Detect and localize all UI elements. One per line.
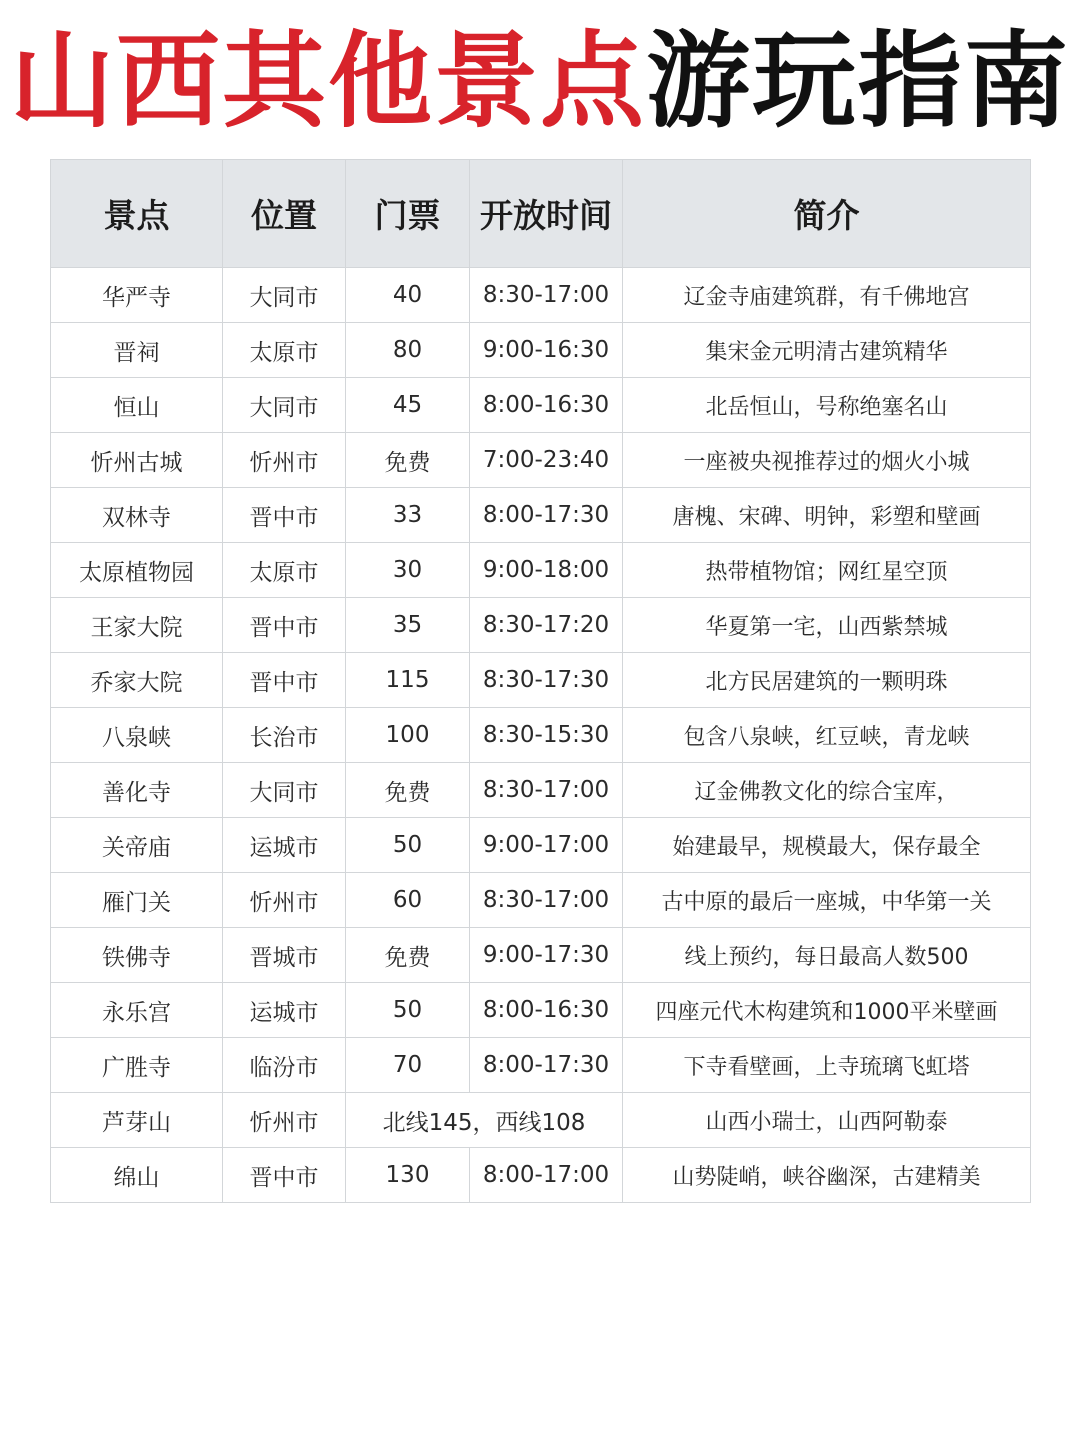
table-row bbox=[51, 323, 1031, 378]
cell-ticket: 60 bbox=[346, 873, 470, 928]
cell-location: 大同市 bbox=[223, 763, 346, 818]
cell-hours: 8:00-17:30 bbox=[470, 488, 623, 543]
table-header-row bbox=[51, 160, 1031, 268]
cell-location: 晋城市 bbox=[223, 928, 346, 983]
cell-hours: 8:30-17:00 bbox=[470, 763, 623, 818]
page-title-black-part: 游玩指南 bbox=[646, 19, 1071, 142]
header-intro: 简介 bbox=[623, 160, 1031, 268]
attractions-table bbox=[50, 159, 1031, 1203]
cell-ticket: 免费 bbox=[346, 763, 470, 818]
cell-intro: 包含八泉峡，红豆峡，青龙峡 bbox=[623, 708, 1031, 763]
cell-hours: 9:00-18:00 bbox=[470, 543, 623, 598]
table-row bbox=[51, 433, 1031, 488]
cell-ticket: 33 bbox=[346, 488, 470, 543]
cell-hours: 8:00-16:30 bbox=[470, 378, 623, 433]
cell-hours: 8:30-17:00 bbox=[470, 873, 623, 928]
cell-hours: 8:30-17:30 bbox=[470, 653, 623, 708]
table-row bbox=[51, 543, 1031, 598]
table-row bbox=[51, 653, 1031, 708]
cell-name: 乔家大院 bbox=[51, 653, 223, 708]
cell-intro: 华夏第一宅，山西紫禁城 bbox=[623, 598, 1031, 653]
cell-location: 晋中市 bbox=[223, 598, 346, 653]
table-row bbox=[51, 983, 1031, 1038]
cell-location: 临汾市 bbox=[223, 1038, 346, 1093]
cell-location: 忻州市 bbox=[223, 433, 346, 488]
cell-name: 广胜寺 bbox=[51, 1038, 223, 1093]
cell-ticket: 50 bbox=[346, 983, 470, 1038]
cell-ticket: 免费 bbox=[346, 433, 470, 488]
cell-name: 铁佛寺 bbox=[51, 928, 223, 983]
cell-intro: 辽金寺庙建筑群，有千佛地宫 bbox=[623, 268, 1031, 323]
cell-location: 大同市 bbox=[223, 378, 346, 433]
page-title bbox=[0, 16, 1080, 146]
cell-hours: 8:00-17:30 bbox=[470, 1038, 623, 1093]
table-row bbox=[51, 763, 1031, 818]
cell-ticket: 35 bbox=[346, 598, 470, 653]
cell-hours: 9:00-17:00 bbox=[470, 818, 623, 873]
cell-intro: 山势陡峭，峡谷幽深，古建精美 bbox=[623, 1148, 1031, 1203]
cell-name: 晋祠 bbox=[51, 323, 223, 378]
header-name: 景点 bbox=[51, 160, 223, 268]
table-row bbox=[51, 598, 1031, 653]
cell-name: 永乐宫 bbox=[51, 983, 223, 1038]
cell-intro: 辽金佛教文化的综合宝库， bbox=[623, 763, 1031, 818]
attractions-table-container bbox=[50, 159, 1030, 1203]
cell-intro: 一座被央视推荐过的烟火小城 bbox=[623, 433, 1031, 488]
cell-name: 恒山 bbox=[51, 378, 223, 433]
cell-ticket: 40 bbox=[346, 268, 470, 323]
cell-location: 晋中市 bbox=[223, 653, 346, 708]
cell-location: 忻州市 bbox=[223, 873, 346, 928]
header-hours: 开放时间 bbox=[470, 160, 623, 268]
cell-location: 运城市 bbox=[223, 818, 346, 873]
cell-location: 太原市 bbox=[223, 543, 346, 598]
cell-hours: 9:00-17:30 bbox=[470, 928, 623, 983]
cell-ticket: 70 bbox=[346, 1038, 470, 1093]
cell-location: 太原市 bbox=[223, 323, 346, 378]
cell-location: 晋中市 bbox=[223, 488, 346, 543]
cell-hours: 9:00-16:30 bbox=[470, 323, 623, 378]
table-row bbox=[51, 378, 1031, 433]
cell-name: 雁门关 bbox=[51, 873, 223, 928]
cell-hours: 7:00-23:40 bbox=[470, 433, 623, 488]
cell-name: 王家大院 bbox=[51, 598, 223, 653]
cell-intro: 始建最早，规模最大，保存最全 bbox=[623, 818, 1031, 873]
cell-name: 太原植物园 bbox=[51, 543, 223, 598]
cell-ticket: 115 bbox=[346, 653, 470, 708]
cell-ticket: 免费 bbox=[346, 928, 470, 983]
table-body bbox=[51, 268, 1031, 1203]
cell-intro: 下寺看壁画，上寺琉璃飞虹塔 bbox=[623, 1038, 1031, 1093]
table-row bbox=[51, 818, 1031, 873]
cell-intro: 线上预约，每日最高人数500 bbox=[623, 928, 1031, 983]
cell-intro: 集宋金元明清古建筑精华 bbox=[623, 323, 1031, 378]
cell-ticket: 130 bbox=[346, 1148, 470, 1203]
cell-ticket: 50 bbox=[346, 818, 470, 873]
page-title-red-part: 山西其他景点 bbox=[9, 19, 646, 142]
table-row bbox=[51, 928, 1031, 983]
cell-name: 善化寺 bbox=[51, 763, 223, 818]
cell-name: 八泉峡 bbox=[51, 708, 223, 763]
cell-ticket: 45 bbox=[346, 378, 470, 433]
cell-name: 芦芽山 bbox=[51, 1093, 223, 1148]
header-location: 位置 bbox=[223, 160, 346, 268]
table-row bbox=[51, 488, 1031, 543]
cell-intro: 古中原的最后一座城，中华第一关 bbox=[623, 873, 1031, 928]
cell-location: 晋中市 bbox=[223, 1148, 346, 1203]
cell-ticket: 80 bbox=[346, 323, 470, 378]
table-row bbox=[51, 1148, 1031, 1203]
table-row bbox=[51, 1038, 1031, 1093]
cell-intro: 热带植物馆；网红星空顶 bbox=[623, 543, 1031, 598]
cell-hours: 8:30-15:30 bbox=[470, 708, 623, 763]
cell-location: 忻州市 bbox=[223, 1093, 346, 1148]
table-header bbox=[51, 160, 1031, 268]
cell-name: 绵山 bbox=[51, 1148, 223, 1203]
cell-ticket: 30 bbox=[346, 543, 470, 598]
cell-location: 长治市 bbox=[223, 708, 346, 763]
cell-intro: 四座元代木构建筑和1000平米壁画 bbox=[623, 983, 1031, 1038]
cell-ticket-merged: 北线145，西线108 bbox=[346, 1093, 623, 1148]
cell-name: 华严寺 bbox=[51, 268, 223, 323]
cell-hours: 8:00-17:00 bbox=[470, 1148, 623, 1203]
cell-hours: 8:30-17:20 bbox=[470, 598, 623, 653]
cell-name: 忻州古城 bbox=[51, 433, 223, 488]
header-ticket: 门票 bbox=[346, 160, 470, 268]
cell-location: 运城市 bbox=[223, 983, 346, 1038]
cell-intro: 北方民居建筑的一颗明珠 bbox=[623, 653, 1031, 708]
table-row bbox=[51, 268, 1031, 323]
table-row bbox=[51, 708, 1031, 763]
cell-hours: 8:00-16:30 bbox=[470, 983, 623, 1038]
cell-hours: 8:30-17:00 bbox=[470, 268, 623, 323]
cell-intro: 山西小瑞士，山西阿勒泰 bbox=[623, 1093, 1031, 1148]
cell-intro: 北岳恒山，号称绝塞名山 bbox=[623, 378, 1031, 433]
cell-ticket: 100 bbox=[346, 708, 470, 763]
table-row bbox=[51, 1093, 1031, 1148]
cell-intro: 唐槐、宋碑、明钟，彩塑和壁画 bbox=[623, 488, 1031, 543]
cell-name: 关帝庙 bbox=[51, 818, 223, 873]
cell-name: 双林寺 bbox=[51, 488, 223, 543]
table-row bbox=[51, 873, 1031, 928]
cell-location: 大同市 bbox=[223, 268, 346, 323]
